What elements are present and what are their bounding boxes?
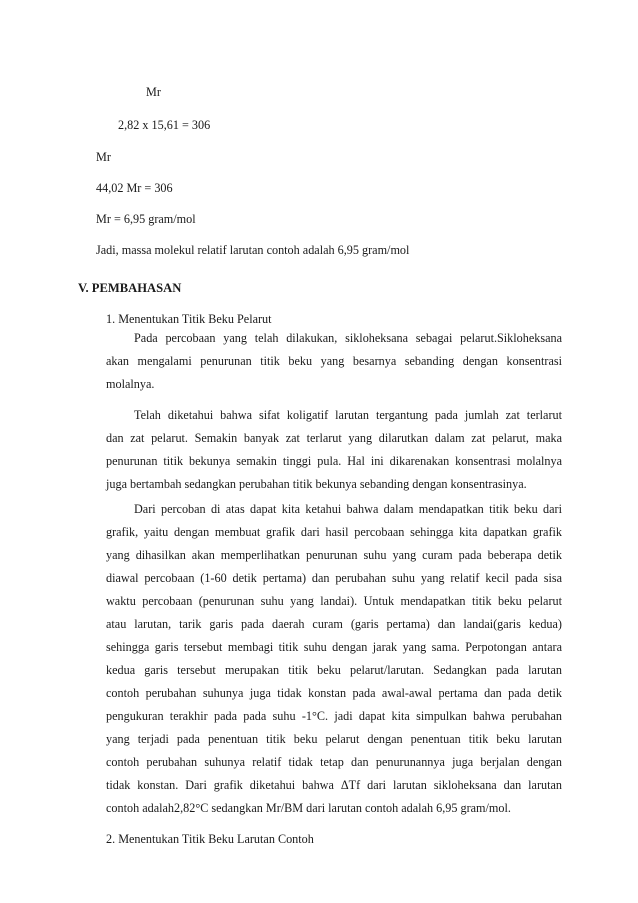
conclusion-sentence: Jadi, massa molekul relatif larutan contoh adalah 6,95 gram/mol bbox=[96, 243, 410, 257]
paragraph-3-line: sehingga garis tersebut membagi titik suhu dengan jarak yang sama. Perpotongan antara bbox=[106, 640, 562, 654]
paragraph-3-line: contoh perubahan suhunya juga tidak konstan pada awal-awal pertama dan pada detik bbox=[106, 686, 562, 700]
paragraph-3-line: Dari percoban di atas dapat kita ketahui bahwa dalam mendapatkan titik beku dari bbox=[134, 502, 562, 516]
paragraph-3-line: yang terjadi pada penentuan titik beku pelarut dengan penentuan titik beku larutan bbox=[106, 732, 562, 746]
section-heading: V. PEMBAHASAN bbox=[78, 281, 182, 295]
subheading-2: 2. Menentukan Titik Beku Larutan Contoh bbox=[106, 832, 314, 846]
equation-line-2: 44,02 Mr = 306 bbox=[96, 181, 173, 195]
paragraph-2-line: penurunan titik bekunya semakin tinggi pula. Hal ini dikarenakan konsentrasi molalnya bbox=[106, 454, 562, 468]
paragraph-3-line: yang dihasilkan akan memperlihatkan penurunan suhu yang curam pada beberapa detik bbox=[106, 548, 562, 562]
equation-line-1: 2,82 x 15,61 = 306 bbox=[118, 118, 211, 132]
paragraph-2-line: Telah diketahui bahwa sifat koligatif larutan tergantung pada jumlah zat terlarut bbox=[134, 408, 562, 422]
equation-line-3: Mr = 6,95 gram/mol bbox=[96, 212, 196, 226]
mr-denominator-1: Mr bbox=[146, 85, 161, 99]
paragraph-3-line: pengukuran terakhir pada pada suhu -1°C. jadi dapat kita simpulkan bahwa perubahan bbox=[106, 709, 562, 723]
paragraph-2-line: dan zat pelarut. Semakin banyak zat terlarut yang dilarutkan dalam zat pelarut, maka bbox=[106, 431, 562, 445]
paragraph-3-line: kedua garis tersebut merupakan titik beku pelarut/larutan. Sedangkan pada larutan bbox=[106, 663, 562, 677]
paragraph-2-line: juga bertambah sedangkan perubahan titik bekunya sebanding dengan konsentrasinya. bbox=[106, 477, 527, 491]
paragraph-3-line: diawal percobaan (1-60 detik pertama) dan perubahan suhu yang relatif kecil pada sisa bbox=[106, 571, 562, 585]
mr-denominator-2: Mr bbox=[96, 150, 111, 164]
paragraph-1-line: Pada percobaan yang telah dilakukan, sikloheksana sebagai pelarut.Sikloheksana bbox=[134, 331, 562, 345]
paragraph-3-line: atau larutan, tarik garis pada daerah curam (garis pertama) dan landai(garis kedua) bbox=[106, 617, 562, 631]
subheading-1: 1. Menentukan Titik Beku Pelarut bbox=[106, 312, 272, 326]
paragraph-3-line: contoh perubahan suhunya relatif tidak tetap dan penurunannya juga berjalan dengan bbox=[106, 755, 562, 769]
paragraph-1-line: molalnya. bbox=[106, 377, 155, 391]
paragraph-3-line: grafik, yaitu dengan membuat grafik dari hasil percobaan sehingga kita dapatkan grafik bbox=[106, 525, 562, 539]
paragraph-3-line: contoh adalah2,82°C sedangkan Mr/BM dari larutan contoh adalah 6,95 gram/mol. bbox=[106, 801, 511, 815]
paragraph-3-line: waktu percobaan (penurunan suhu yang landai). Untuk mendapatkan titik beku pelarut bbox=[106, 594, 562, 608]
paragraph-3-line: tidak konstan. Dari grafik diketahui bahwa ΔTf dari larutan sikloheksana dan larutan bbox=[106, 778, 562, 792]
paragraph-1-line: akan mengalami penurunan titik beku yang besarnya sebanding dengan konsentrasi bbox=[106, 354, 562, 368]
